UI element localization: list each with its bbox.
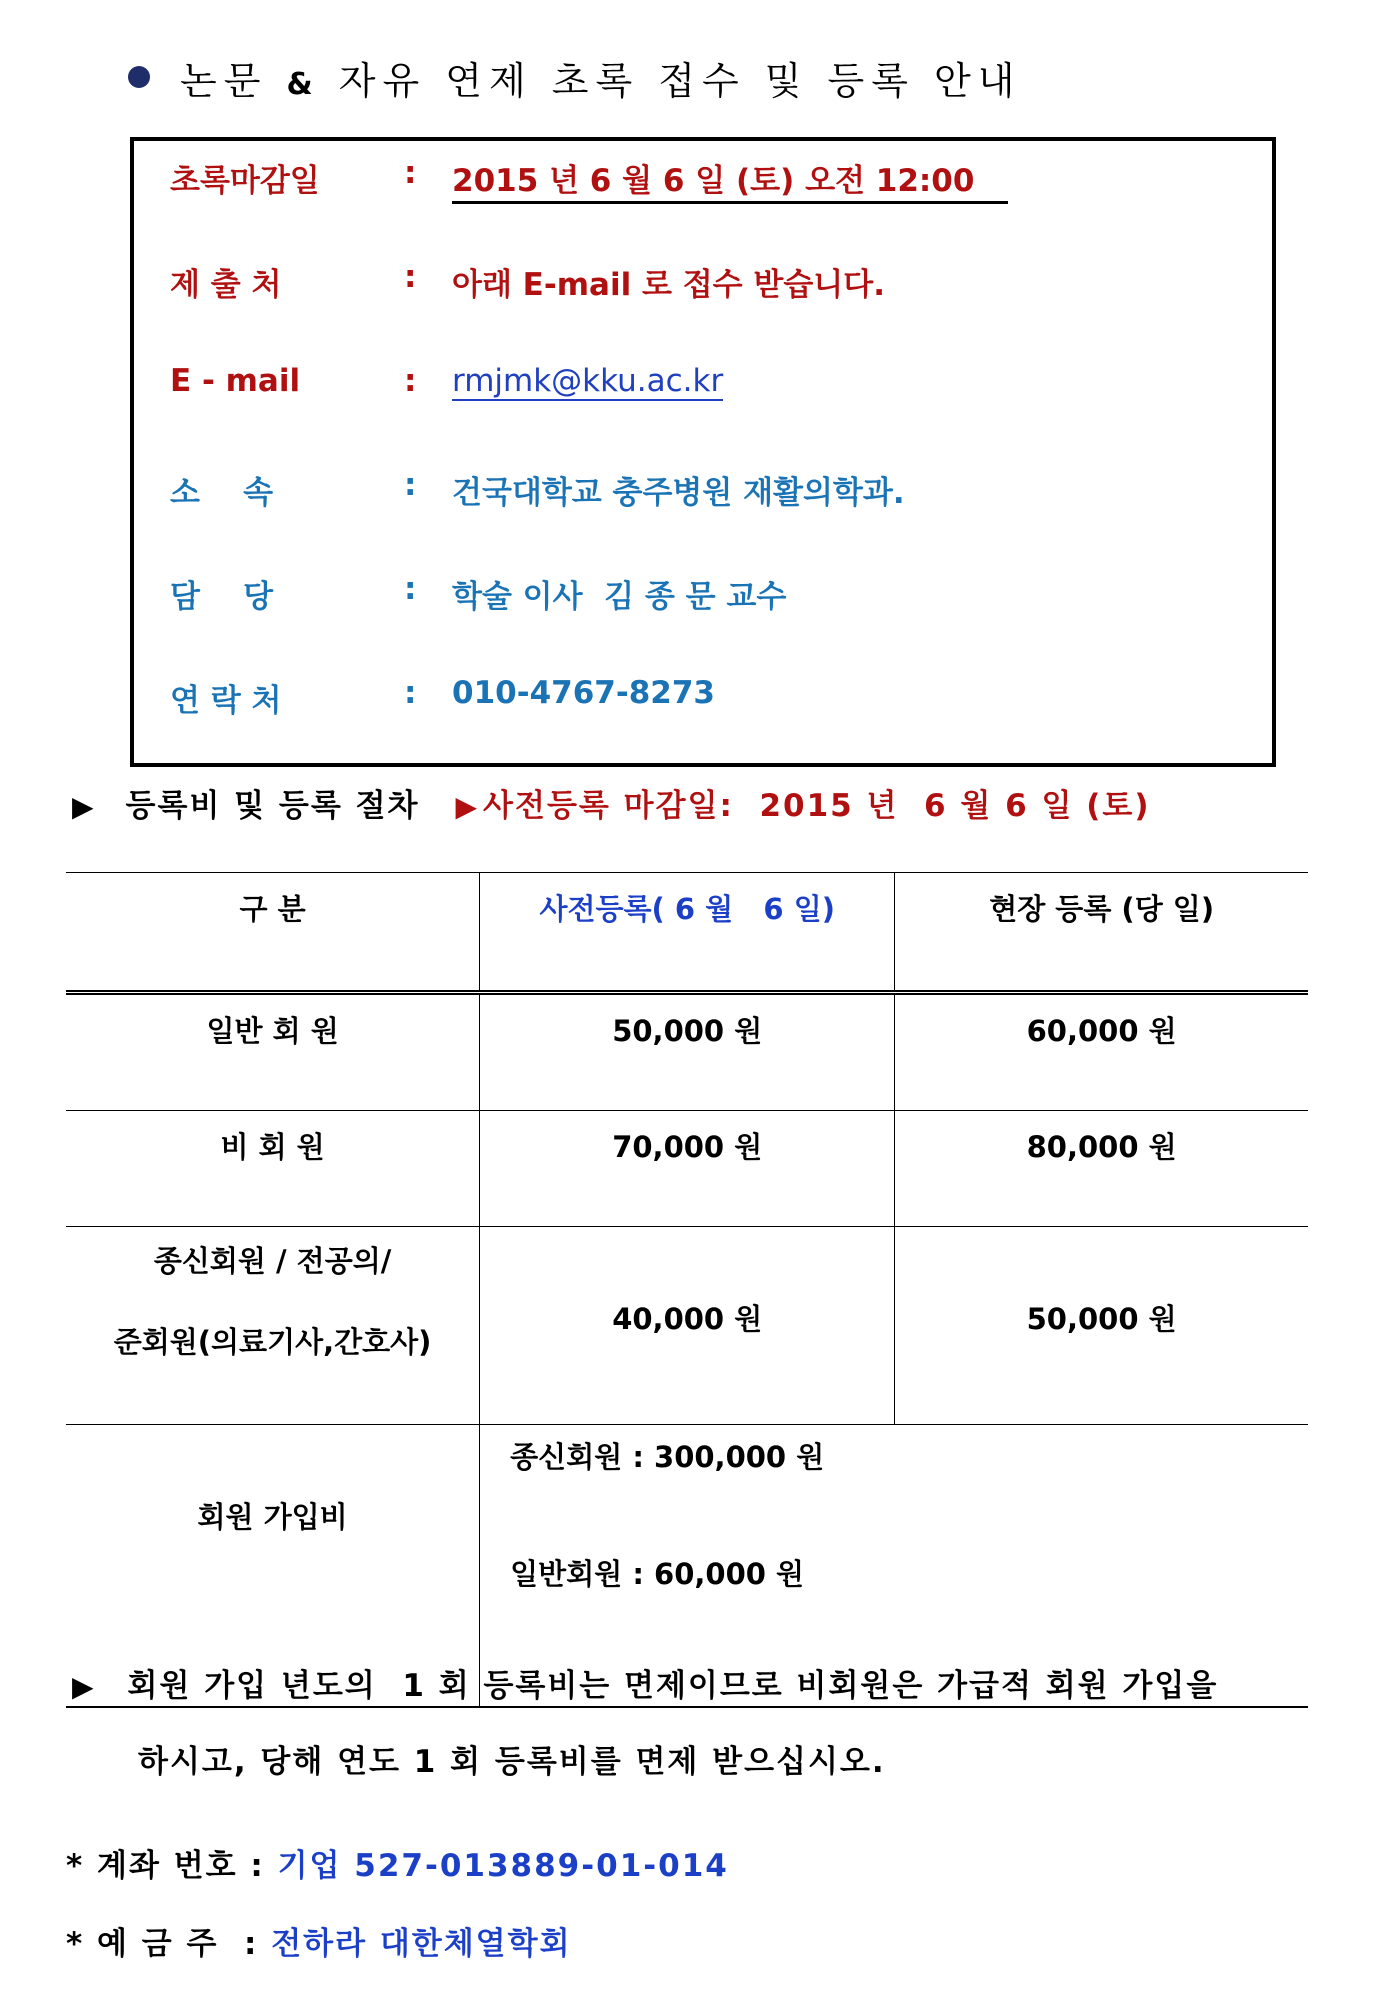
membership-regular-fee: 일반회원 : 60,000 원 [510,1557,805,1591]
header-category: 구 분 [66,873,480,993]
note-line1 [72,1660,1218,1705]
heading-part2: 자유 연제 초록 접수 및 등록 안내 [338,59,1022,103]
email-colon: : [404,363,417,399]
depositor-label: * 예 금 주 : [66,1926,259,1962]
row-pre-fee: 40,000 원 [480,1227,895,1425]
fees-heading [72,780,1151,825]
triangle-right-icon: ▶ [72,790,96,823]
row-pre-fee: 70,000 원 [480,1111,895,1227]
membership-lifetime-fee: 종신회원 : 300,000 원 [510,1440,825,1474]
bullet-icon [128,66,150,88]
heading-amp: & [286,67,320,102]
submit-value: 아래 E-mail 로 접수 받습니다. [452,267,885,303]
deadline-value: 2015 년 6 월 6 일 (토) 오전 12:00 [452,155,1008,204]
row-category-line1: 종신회원 / 전공의/ [153,1244,392,1278]
affiliation-colon: : [404,467,417,503]
triangle-right-icon: ▶ [72,1670,96,1703]
row-category: 비 회 원 [66,1111,480,1227]
fees-title: 등록비 및 등록 절차 [125,788,420,824]
table-row [66,993,1308,1111]
deadline-colon: : [404,155,417,191]
submit-label: 제 출 처 [170,267,282,303]
table-header-row [66,873,1308,993]
row-category-line2: 준회원(의료기사,간호사) [113,1325,432,1359]
pre-registration-deadline: 사전등록 마감일: 2015 년 6 월 6 일 (토) [483,788,1151,824]
table-row [66,1111,1308,1227]
account-number [66,1840,729,1885]
page-heading [128,50,1021,105]
note-text-line1: 회원 가입 년도의 1 회 등록비는 면제이므로 비회원은 가급적 회원 가입을 [127,1668,1219,1704]
row-pre-fee: 50,000 원 [480,993,895,1111]
heading-part1: 논문 [180,59,268,103]
contact-person-value: 학술 이사 김 종 문 교수 [452,579,787,615]
row-category [66,1227,480,1425]
triangle-right-icon: ▶ [455,790,480,823]
contact-person-label: 담 당 [170,579,274,615]
email-link[interactable]: rmjmk@kku.ac.kr [452,363,724,399]
row-category: 일반 회 원 [66,993,480,1111]
phone-label: 연 락 처 [170,683,282,719]
row-onsite-fee: 80,000 원 [895,1111,1308,1227]
note-text-line2: 하시고, 당해 연도 1 회 등록비를 면제 받으십시오. [138,1744,886,1780]
header-pre-registration: 사전등록( 6 월 6 일) [480,873,895,993]
header-onsite: 현장 등록 (당 일) [895,873,1308,993]
row-onsite-fee: 50,000 원 [895,1227,1308,1425]
phone-value: 010-4767-8273 [452,675,716,711]
affiliation-value: 건국대학교 충주병원 재활의학과. [452,475,905,511]
row-onsite-fee: 60,000 원 [895,993,1308,1111]
contact-person-colon: : [404,571,417,607]
account-label: * 계좌 번호 : [66,1848,265,1884]
fee-table [66,872,1308,1708]
account-value: 기업 527-013889-01-014 [277,1848,729,1884]
phone-colon: : [404,675,417,711]
email-label: E - mail [170,363,301,399]
submit-colon: : [404,259,417,295]
affiliation-label: 소 속 [170,475,274,511]
deadline-label: 초록마감일 [170,163,320,199]
info-box [130,137,1276,767]
table-row [66,1227,1308,1425]
depositor [66,1918,572,1963]
depositor-value: 전하라 대한체열학회 [271,1926,572,1962]
membership-category: 회원 가입비 [66,1425,480,1708]
